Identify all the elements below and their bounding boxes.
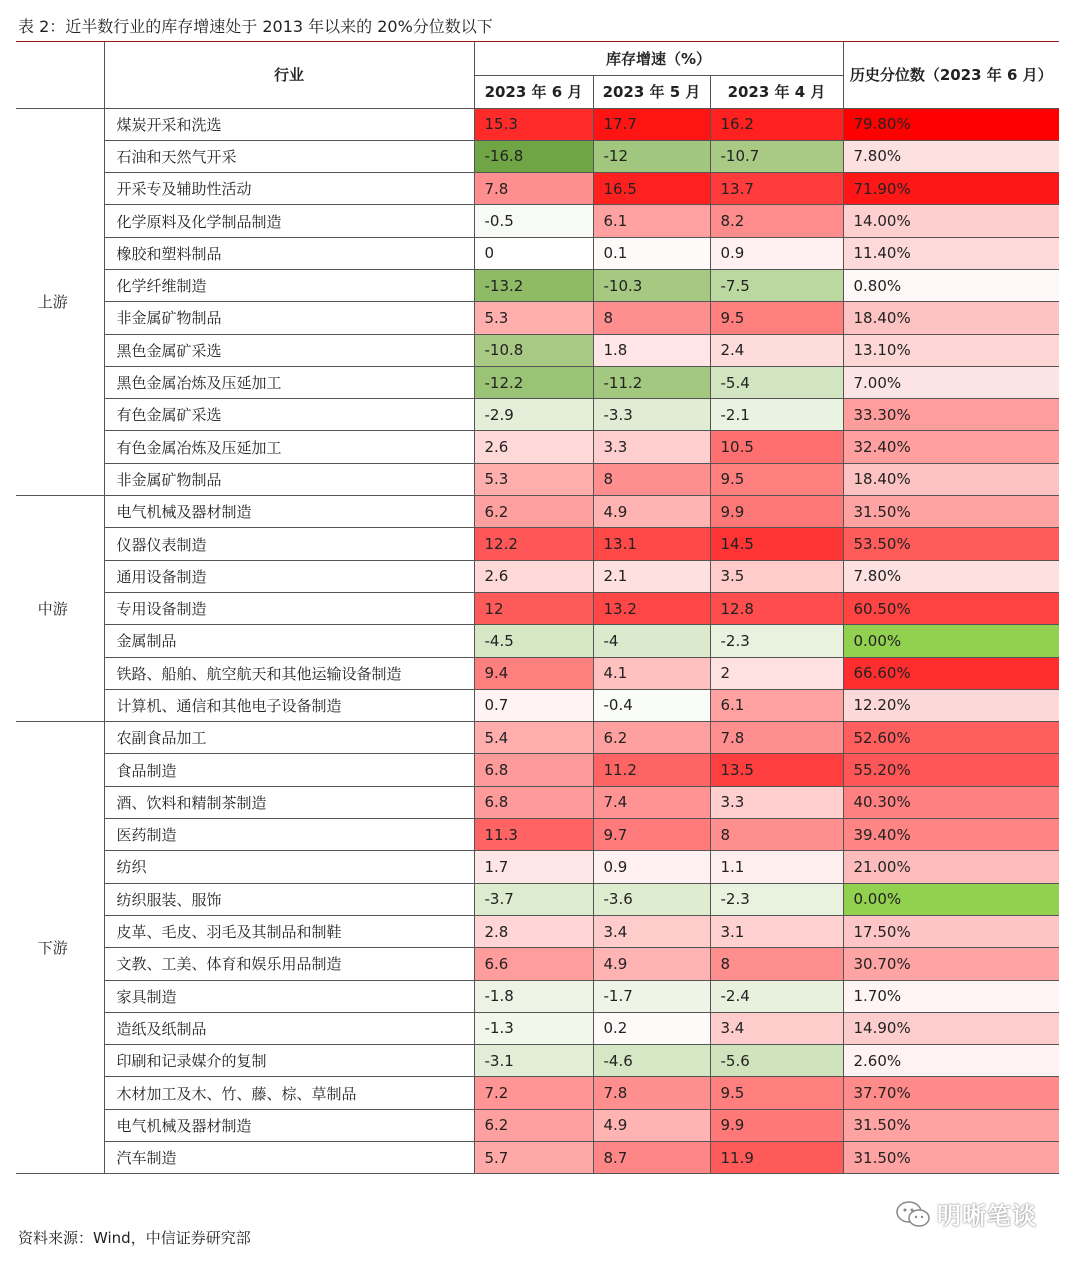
- industry-cell: 开采专及辅助性活动: [104, 173, 474, 205]
- growth-may-cell: 4.9: [593, 1109, 710, 1141]
- table-row: [16, 140, 1059, 172]
- industry-cell: 化学原料及化学制品制造: [104, 205, 474, 237]
- growth-apr-cell: -5.4: [710, 366, 843, 398]
- table-row: [16, 496, 1059, 528]
- growth-apr-cell: -2.3: [710, 625, 843, 657]
- industry-cell: 木材加工及木、竹、藤、棕、草制品: [104, 1077, 474, 1109]
- industry-cell: 非金属矿物制品: [104, 302, 474, 334]
- growth-jun-cell: -3.7: [474, 883, 593, 915]
- percentile-cell: 2.60%: [843, 1045, 1059, 1077]
- industry-cell: 农副食品加工: [104, 722, 474, 754]
- growth-apr-cell: 3.1: [710, 915, 843, 947]
- growth-jun-cell: 0.7: [474, 689, 593, 721]
- group-label: 中游: [16, 496, 104, 722]
- growth-may-cell: -11.2: [593, 366, 710, 398]
- growth-may-cell: 0.2: [593, 1012, 710, 1044]
- table-row: [16, 722, 1059, 754]
- growth-jun-cell: 5.7: [474, 1142, 593, 1174]
- growth-jun-cell: 9.4: [474, 657, 593, 689]
- growth-jun-cell: 5.3: [474, 302, 593, 334]
- growth-jun-cell: -0.5: [474, 205, 593, 237]
- industry-cell: 医药制造: [104, 819, 474, 851]
- table-row: [16, 205, 1059, 237]
- industry-cell: 电气机械及器材制造: [104, 496, 474, 528]
- percentile-cell: 1.70%: [843, 980, 1059, 1012]
- industry-cell: 专用设备制造: [104, 592, 474, 624]
- percentile-cell: 0.00%: [843, 625, 1059, 657]
- growth-apr-cell: 11.9: [710, 1142, 843, 1174]
- industry-cell: 黑色金属冶炼及压延加工: [104, 366, 474, 398]
- table-row: [16, 302, 1059, 334]
- industry-cell: 有色金属矿采选: [104, 399, 474, 431]
- growth-may-cell: 0.1: [593, 237, 710, 269]
- percentile-cell: 18.40%: [843, 463, 1059, 495]
- header-growth-group: 库存增速（%）: [474, 42, 843, 75]
- industry-cell: 食品制造: [104, 754, 474, 786]
- growth-jun-cell: -1.3: [474, 1012, 593, 1044]
- percentile-cell: 37.70%: [843, 1077, 1059, 1109]
- growth-may-cell: 4.9: [593, 948, 710, 980]
- industry-cell: 仪器仪表制造: [104, 528, 474, 560]
- industry-cell: 石油和天然气开采: [104, 140, 474, 172]
- growth-may-cell: -4.6: [593, 1045, 710, 1077]
- table-row: [16, 915, 1059, 947]
- growth-jun-cell: 2.6: [474, 431, 593, 463]
- growth-apr-cell: 9.5: [710, 1077, 843, 1109]
- percentile-cell: 21.00%: [843, 851, 1059, 883]
- table-row: [16, 431, 1059, 463]
- inventory-table: [16, 42, 1059, 1174]
- header-month-jun: 2023 年 6 月: [474, 75, 593, 108]
- table-row: [16, 1077, 1059, 1109]
- growth-apr-cell: 16.2: [710, 108, 843, 140]
- percentile-cell: 52.60%: [843, 722, 1059, 754]
- table-row: [16, 819, 1059, 851]
- growth-apr-cell: -2.4: [710, 980, 843, 1012]
- industry-cell: 煤炭开采和洗选: [104, 108, 474, 140]
- growth-apr-cell: 6.1: [710, 689, 843, 721]
- growth-apr-cell: 12.8: [710, 592, 843, 624]
- growth-may-cell: -3.6: [593, 883, 710, 915]
- growth-may-cell: 9.7: [593, 819, 710, 851]
- growth-may-cell: 8: [593, 463, 710, 495]
- growth-may-cell: 4.9: [593, 496, 710, 528]
- growth-may-cell: 17.7: [593, 108, 710, 140]
- growth-jun-cell: 7.8: [474, 173, 593, 205]
- header-industry: 行业: [104, 42, 474, 108]
- table-title: 表 2：近半数行业的库存增速处于 2013 年以来的 20%分位数以下: [18, 17, 493, 36]
- growth-apr-cell: 1.1: [710, 851, 843, 883]
- growth-jun-cell: -1.8: [474, 980, 593, 1012]
- growth-may-cell: 4.1: [593, 657, 710, 689]
- percentile-cell: 66.60%: [843, 657, 1059, 689]
- header-percentile: 历史分位数（2023 年 6 月）: [843, 42, 1059, 108]
- percentile-cell: 33.30%: [843, 399, 1059, 431]
- table-row: [16, 948, 1059, 980]
- growth-may-cell: -4: [593, 625, 710, 657]
- growth-apr-cell: 8: [710, 948, 843, 980]
- industry-cell: 电气机械及器材制造: [104, 1109, 474, 1141]
- percentile-cell: 31.50%: [843, 1109, 1059, 1141]
- growth-jun-cell: 5.4: [474, 722, 593, 754]
- table-row: [16, 366, 1059, 398]
- growth-jun-cell: 0: [474, 237, 593, 269]
- growth-jun-cell: 6.2: [474, 1109, 593, 1141]
- percentile-cell: 31.50%: [843, 1142, 1059, 1174]
- table-row: [16, 463, 1059, 495]
- growth-jun-cell: -3.1: [474, 1045, 593, 1077]
- industry-cell: 酒、饮料和精制茶制造: [104, 786, 474, 818]
- percentile-cell: 40.30%: [843, 786, 1059, 818]
- table-row: [16, 108, 1059, 140]
- growth-apr-cell: -2.1: [710, 399, 843, 431]
- percentile-cell: 7.80%: [843, 560, 1059, 592]
- growth-may-cell: -12: [593, 140, 710, 172]
- table-row: [16, 980, 1059, 1012]
- percentile-cell: 0.00%: [843, 883, 1059, 915]
- industry-cell: 橡胶和塑料制品: [104, 237, 474, 269]
- percentile-cell: 0.80%: [843, 269, 1059, 301]
- industry-cell: 黑色金属矿采选: [104, 334, 474, 366]
- growth-jun-cell: 6.2: [474, 496, 593, 528]
- table-row: [16, 754, 1059, 786]
- growth-jun-cell: 7.2: [474, 1077, 593, 1109]
- growth-may-cell: 3.3: [593, 431, 710, 463]
- industry-cell: 印刷和记录媒介的复制: [104, 1045, 474, 1077]
- percentile-cell: 79.80%: [843, 108, 1059, 140]
- percentile-cell: 14.90%: [843, 1012, 1059, 1044]
- growth-jun-cell: -13.2: [474, 269, 593, 301]
- growth-apr-cell: 9.9: [710, 496, 843, 528]
- group-label: 下游: [16, 722, 104, 1174]
- growth-apr-cell: 14.5: [710, 528, 843, 560]
- growth-jun-cell: 6.8: [474, 786, 593, 818]
- growth-may-cell: 2.1: [593, 560, 710, 592]
- industry-cell: 文教、工美、体育和娱乐用品制造: [104, 948, 474, 980]
- industry-cell: 造纸及纸制品: [104, 1012, 474, 1044]
- growth-jun-cell: 12.2: [474, 528, 593, 560]
- growth-may-cell: 1.8: [593, 334, 710, 366]
- industry-cell: 金属制品: [104, 625, 474, 657]
- percentile-cell: 18.40%: [843, 302, 1059, 334]
- percentile-cell: 30.70%: [843, 948, 1059, 980]
- percentile-cell: 60.50%: [843, 592, 1059, 624]
- growth-may-cell: 6.1: [593, 205, 710, 237]
- industry-cell: 计算机、通信和其他电子设备制造: [104, 689, 474, 721]
- table-row: [16, 237, 1059, 269]
- growth-apr-cell: 2.4: [710, 334, 843, 366]
- percentile-cell: 11.40%: [843, 237, 1059, 269]
- table-row: [16, 851, 1059, 883]
- growth-apr-cell: 9.9: [710, 1109, 843, 1141]
- percentile-cell: 12.20%: [843, 689, 1059, 721]
- table-row: [16, 786, 1059, 818]
- growth-may-cell: 3.4: [593, 915, 710, 947]
- growth-apr-cell: 3.3: [710, 786, 843, 818]
- growth-apr-cell: 7.8: [710, 722, 843, 754]
- table-row: [16, 560, 1059, 592]
- growth-may-cell: 6.2: [593, 722, 710, 754]
- percentile-cell: 31.50%: [843, 496, 1059, 528]
- table-row: [16, 269, 1059, 301]
- growth-may-cell: -3.3: [593, 399, 710, 431]
- growth-may-cell: -0.4: [593, 689, 710, 721]
- header-month-may: 2023 年 5 月: [593, 75, 710, 108]
- wechat-icon: [895, 1199, 931, 1229]
- growth-apr-cell: 8: [710, 819, 843, 851]
- table-row: [16, 528, 1059, 560]
- table-row: [16, 1012, 1059, 1044]
- percentile-cell: 71.90%: [843, 173, 1059, 205]
- industry-cell: 通用设备制造: [104, 560, 474, 592]
- industry-cell: 纺织: [104, 851, 474, 883]
- growth-jun-cell: 2.8: [474, 915, 593, 947]
- growth-jun-cell: -10.8: [474, 334, 593, 366]
- growth-jun-cell: 15.3: [474, 108, 593, 140]
- percentile-cell: 55.20%: [843, 754, 1059, 786]
- table-row: [16, 625, 1059, 657]
- percentile-cell: 14.00%: [843, 205, 1059, 237]
- source-note: 资料来源：Wind，中信证券研究部: [18, 1229, 251, 1247]
- growth-may-cell: 7.4: [593, 786, 710, 818]
- table-row: [16, 334, 1059, 366]
- percentile-cell: 17.50%: [843, 915, 1059, 947]
- growth-apr-cell: 10.5: [710, 431, 843, 463]
- table-row: [16, 883, 1059, 915]
- growth-apr-cell: 3.4: [710, 1012, 843, 1044]
- percentile-cell: 39.40%: [843, 819, 1059, 851]
- growth-apr-cell: 2: [710, 657, 843, 689]
- table-row: [16, 1142, 1059, 1174]
- growth-jun-cell: 6.8: [474, 754, 593, 786]
- percentile-cell: 7.00%: [843, 366, 1059, 398]
- industry-cell: 非金属矿物制品: [104, 463, 474, 495]
- growth-apr-cell: 3.5: [710, 560, 843, 592]
- growth-may-cell: 8: [593, 302, 710, 334]
- growth-jun-cell: -4.5: [474, 625, 593, 657]
- growth-apr-cell: 13.7: [710, 173, 843, 205]
- percentile-cell: 13.10%: [843, 334, 1059, 366]
- watermark: [895, 1196, 1037, 1231]
- table-row: [16, 689, 1059, 721]
- growth-apr-cell: -2.3: [710, 883, 843, 915]
- growth-jun-cell: 12: [474, 592, 593, 624]
- industry-cell: 有色金属冶炼及压延加工: [104, 431, 474, 463]
- percentile-cell: 53.50%: [843, 528, 1059, 560]
- growth-apr-cell: -7.5: [710, 269, 843, 301]
- table-body: [16, 108, 1059, 1174]
- percentile-cell: 7.80%: [843, 140, 1059, 172]
- table-row: [16, 592, 1059, 624]
- growth-apr-cell: 8.2: [710, 205, 843, 237]
- growth-jun-cell: 11.3: [474, 819, 593, 851]
- growth-may-cell: 0.9: [593, 851, 710, 883]
- growth-may-cell: 8.7: [593, 1142, 710, 1174]
- growth-jun-cell: 1.7: [474, 851, 593, 883]
- growth-may-cell: -1.7: [593, 980, 710, 1012]
- growth-may-cell: 13.2: [593, 592, 710, 624]
- growth-apr-cell: 9.5: [710, 302, 843, 334]
- growth-jun-cell: 5.3: [474, 463, 593, 495]
- growth-jun-cell: -16.8: [474, 140, 593, 172]
- table-row: [16, 173, 1059, 205]
- growth-may-cell: 7.8: [593, 1077, 710, 1109]
- growth-may-cell: 11.2: [593, 754, 710, 786]
- growth-jun-cell: -2.9: [474, 399, 593, 431]
- growth-apr-cell: 9.5: [710, 463, 843, 495]
- growth-jun-cell: -12.2: [474, 366, 593, 398]
- table-row: [16, 657, 1059, 689]
- growth-may-cell: -10.3: [593, 269, 710, 301]
- table-row: [16, 399, 1059, 431]
- growth-apr-cell: -10.7: [710, 140, 843, 172]
- growth-jun-cell: 2.6: [474, 560, 593, 592]
- growth-apr-cell: 13.5: [710, 754, 843, 786]
- growth-apr-cell: 0.9: [710, 237, 843, 269]
- header-month-apr: 2023 年 4 月: [710, 75, 843, 108]
- industry-cell: 汽车制造: [104, 1142, 474, 1174]
- group-label: 上游: [16, 108, 104, 496]
- percentile-cell: 32.40%: [843, 431, 1059, 463]
- header-empty: [16, 42, 104, 108]
- industry-cell: 纺织服装、服饰: [104, 883, 474, 915]
- industry-cell: 皮革、毛皮、羽毛及其制品和制鞋: [104, 915, 474, 947]
- growth-jun-cell: 6.6: [474, 948, 593, 980]
- industry-cell: 家具制造: [104, 980, 474, 1012]
- growth-may-cell: 16.5: [593, 173, 710, 205]
- industry-cell: 化学纤维制造: [104, 269, 474, 301]
- table-row: [16, 1109, 1059, 1141]
- watermark-text: 明晰笔谈: [937, 1202, 1037, 1230]
- industry-cell: 铁路、船舶、航空航天和其他运输设备制造: [104, 657, 474, 689]
- table-row: [16, 1045, 1059, 1077]
- growth-may-cell: 13.1: [593, 528, 710, 560]
- growth-apr-cell: -5.6: [710, 1045, 843, 1077]
